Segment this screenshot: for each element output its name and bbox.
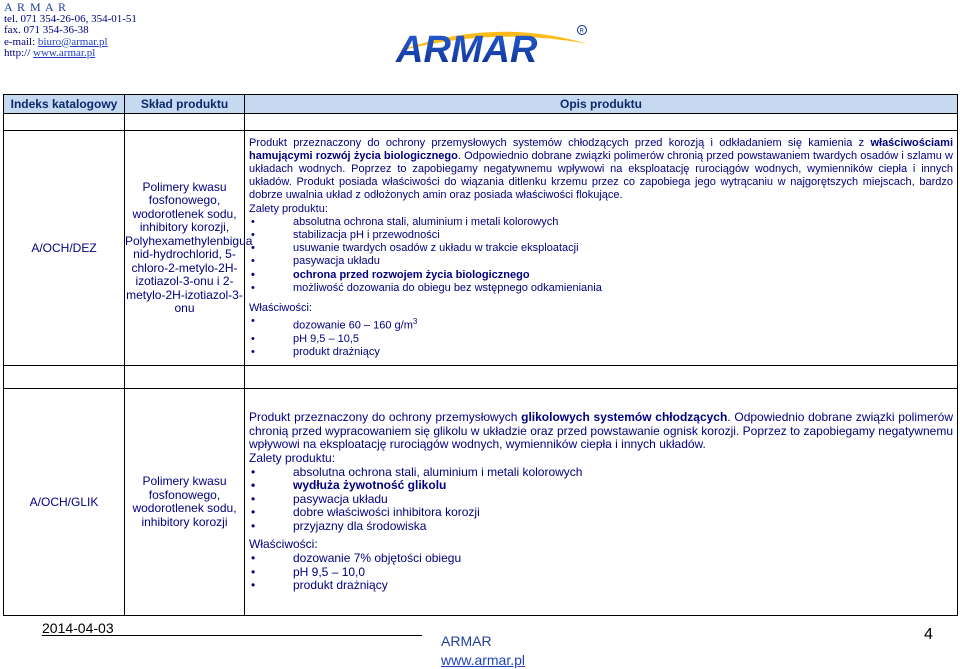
advantages-list (249, 466, 953, 534)
table-row (4, 389, 958, 616)
list-item: • produkt drażniący (249, 346, 953, 359)
list-item: • wydłuża żywotność glikolu (249, 479, 953, 493)
page-number: 4 (924, 626, 933, 643)
list-item: • usuwanie twardych osadów z układu w trakcie eksploatacji (249, 242, 953, 255)
properties-list (249, 552, 953, 593)
web-line (4, 48, 144, 60)
col-header-code: Indeks katalogowy (4, 95, 125, 114)
properties-label: Właściwości: (249, 537, 318, 552)
product-composition: Polimery kwasu fosfonowego, wodorotlenek sodu, inhibitory korozji (125, 389, 245, 616)
list-item: • stabilizacja pH i przewodności (249, 229, 953, 242)
phone: tel. 071 354-26-06, 354-01-51 (4, 12, 137, 25)
properties-list (249, 315, 953, 359)
web-link[interactable]: www.armar.pl (33, 47, 96, 59)
list-item: • dozowanie 60 – 160 $g/m^3$ (249, 315, 953, 333)
list-item: • możliwość dozowania do obiegu bez wstępnego odkamieniania (249, 282, 953, 295)
list-item: • przyjazny dla środowiska (249, 520, 953, 534)
list-item: • dozowanie 7% objętości obiegu (249, 552, 953, 566)
list-item: • absolutna ochrona stali, aluminium i metali kolorowych (249, 466, 953, 480)
properties-label: Właściwości: (249, 301, 312, 314)
footer-rule (42, 635, 422, 636)
list-item: • pasywacja układu (249, 493, 953, 507)
footer-url-link[interactable]: www.armar.pl (441, 652, 526, 668)
footer-date: 2014-04-03 (42, 620, 114, 636)
list-item: • ochrona przed rozwojem życia biologicznego (249, 269, 953, 282)
web-label: http:// (4, 47, 34, 59)
description-text: Produkt przeznaczony do ochrony przemysłowych glikolowych systemów chłodzących. Odpowiednio dobrane związki polimerów chronią przed wypracowaniem się glikolu w układzie oraz przed powstawanie ognisk korozji. Poprzez to zapobiegamy negatywnemu wpływowi na eksploatację rurociągów wodnych, wymienników ciepła i innych układów. (249, 410, 953, 452)
list-item: • pH 9,5 – 10,0 (249, 566, 953, 580)
product-composition: Polimery kwasu fosfonowego, wodorotlenek sodu, inhibitory korozji, Polyhexamethylenbigua nid-hydrochlorid, 5-chloro-2-metylo-2H-izotiazol-3-onu i 2-metylo-2H-izotiazol-3-onu (125, 131, 245, 366)
table-row (4, 131, 958, 366)
advantages-label: Zalety produktu: (249, 202, 328, 215)
armar-logo (392, 22, 592, 68)
col-header-description: Opis produktu (245, 95, 958, 114)
product-description (245, 389, 958, 616)
svg-text:R: R (579, 28, 584, 35)
list-item: • dobre właściwości inhibitora korozji (249, 506, 953, 520)
list-item: • pasywacja układu (249, 255, 953, 268)
company-contact (4, 2, 144, 60)
footer-company: ARMAR (441, 633, 492, 649)
product-code: A/OCH/GLIK (4, 389, 125, 616)
list-item: • absolutna ochrona stali, aluminium i metali kolorowych (249, 216, 953, 229)
product-description (245, 131, 958, 366)
fax: fax. 071 354-36-38 (4, 24, 89, 36)
list-item: • produkt drażniący (249, 579, 953, 593)
advantages-list (249, 216, 953, 295)
svg-text:ARMAR: ARMAR (396, 29, 538, 68)
product-code: A/OCH/DEZ (4, 131, 125, 366)
col-header-composition: Skład produktu (125, 95, 245, 114)
advantages-label: Zalety produktu: (249, 450, 336, 465)
spacer-row (4, 366, 958, 389)
company-name: A R M A R (4, 0, 68, 14)
spacer-row (4, 114, 958, 131)
list-item: • pH 9,5 – 10,5 (249, 333, 953, 346)
email-link[interactable]: biuro@armar.pl (37, 35, 108, 48)
product-table (3, 94, 958, 616)
description-text: Produkt przeznaczony do ochrony przemysłowych systemów chłodzących przed korozją i odkładaniem się kamienia z właściwościami hamującymi rozwój życia biologicznego. Odpowiednio dobrane związki polimerów chronią przed powstawaniem twardych osadów i szlamu w układach wodnych. Poprzez to zapobiegamy negatywnemu wpływowi na eksploatację rurociągów wodnych, wymienników ciepła i innych układów. Produkt posiada właściwości do wiązania ditlenku krzemu przez co zapobiega jego wytrącaniu w najgorętszych miejscach, bardzo dobrze uwalnia układ z odłożonych amin oraz posiada właściwości flokujące. (249, 136, 953, 202)
table-header-row (4, 95, 958, 114)
email-label: e-mail: (4, 35, 38, 48)
